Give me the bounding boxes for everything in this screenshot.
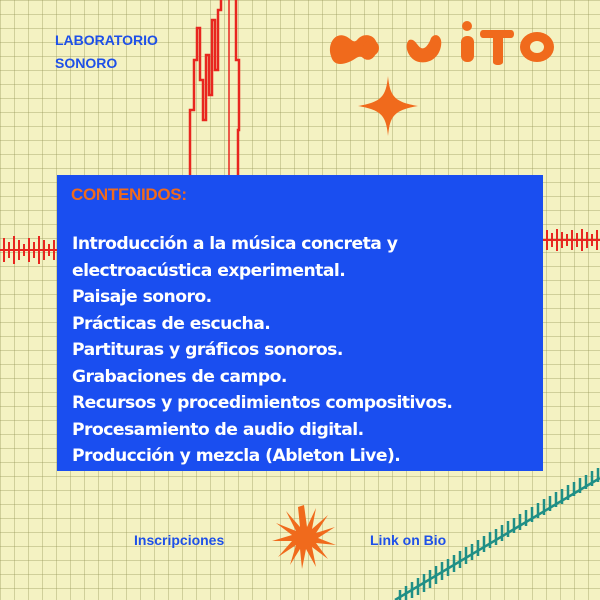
topics-list: [72, 231, 452, 470]
list-item: Recursos y procedimientos compositivos.: [72, 393, 453, 413]
link-on-bio[interactable]: Link on Bio: [370, 532, 447, 548]
list-item: Introducción a la música concreta y: [72, 234, 398, 254]
list-item: Grabaciones de campo.: [72, 366, 287, 387]
inscripciones-link[interactable]: Inscripciones: [134, 532, 225, 548]
list-item: electroacústica experimental.: [72, 260, 346, 281]
lab-title-line1: LABORATORIO: [55, 32, 158, 48]
list-item: Procesamiento de audio digital.: [72, 419, 364, 440]
lab-title-line2: SONORO: [55, 55, 118, 71]
contents-panel: [57, 175, 543, 471]
list-item: Prácticas de escucha.: [72, 313, 271, 334]
starburst-icon: [272, 505, 336, 569]
four-point-star-icon: [356, 74, 420, 138]
red-waveform-top: [190, 0, 239, 175]
list-item: Paisaje sonoro.: [72, 287, 212, 307]
lab-title: [55, 29, 158, 75]
list-item: Producción y mezcla (Ableton Live).: [72, 446, 401, 466]
contents-heading: CONTENIDOS:: [71, 185, 187, 204]
list-item: Partituras y gráficos sonoros.: [72, 340, 343, 360]
